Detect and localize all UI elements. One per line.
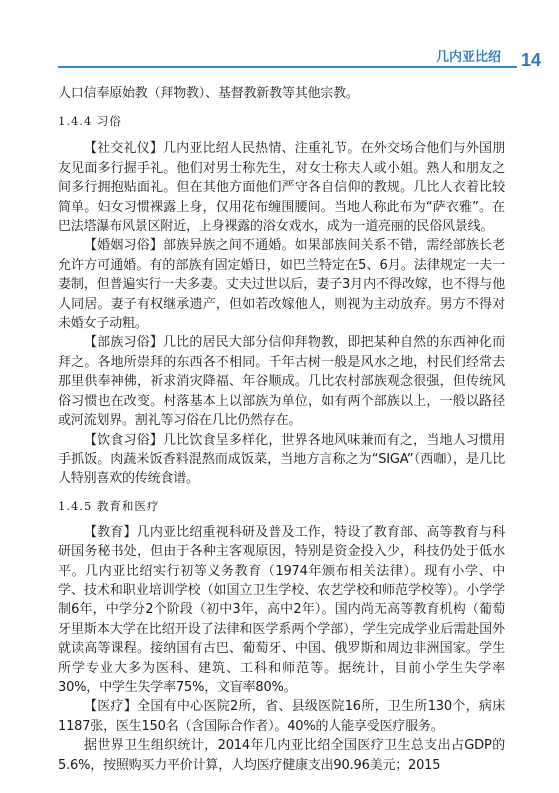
paragraph-tribal-customs: 【部族习俗】几比的居民大部分信仰拜物教，即把某种自然的东西神化而拜之。各地所崇拜的东西各不相同。千年古树一般是风水之地，村民们经常去那里供奉神佛，祈求消灾降福、年谷顺成。几比农村部族观念很强，但传统风俗习惯也在改变。村落基本上以部族为单位，如有两个部族以上，一般以路径或河流划界。割礼等习俗在几比仍然存在。 (58, 335, 505, 429)
paragraph-food-customs: 【饮食习俗】几比饮食呈多样化，世界各地风味兼而有之，当地人习惯用手抓饭。肉蔬米饭香料混熬而成饭菜，当地方言称之为“SIGA”（西咖），是几比人特别喜欢的传统食谱。 (58, 432, 505, 487)
page-header (0, 38, 559, 78)
header-rule (58, 66, 517, 68)
paragraph-who-stats: 据世界卫生组织统计，2014年几内亚比绍全国医疗卫生总支出占GDP的5.6%，按照购买力平价计算，人均医疗健康支出90.96美元；2015 (58, 738, 505, 773)
section-heading-education: 1.4.5 教育和医疗 (58, 498, 160, 513)
page-number: 14 (520, 50, 541, 70)
section-heading-customs: 1.4.4 习俗 (58, 114, 122, 129)
paragraph-marriage-customs: 【婚姻习俗】部族异族之间不通婚。如果部族间关系不错，需经部族长老允许方可通婚。有的部族有固定婚日，如巴兰特定在5、6月。法律规定一夫一妻制，但普遍实行一夫多妻。丈夫过世以后，妻子3月内不得改嫁，也不得与他人同居。妻子有权继承遗产，但如若改嫁他人，则视为主动放弃。男方不得对未婚女子动粗。 (58, 238, 505, 332)
paragraph-social-etiquette: 【社交礼仪】几内亚比绍人民热情、注重礼节。在外交场合他们与外国朋友见面多行握手礼。他们对男士称先生，对女士称夫人或小姐。熟人和朋友之间多行拥抱贴面礼。但在其他方面他们严守各自信仰的教规。几比人衣着比较简单。妇女习惯裸露上身，仅用花布缠围腰间。当地人称此布为“萨衣雅”。在巴法塔瀑布风景区附近，上身裸露的浴女戏水，成为一道亮丽的民俗风景线。 (58, 141, 505, 235)
intro-paragraph: 人口信奉原始教（拜物教）、基督教新教等其他宗教。 (58, 86, 359, 101)
page-body (58, 84, 505, 775)
paragraph-medical: 【医疗】全国有中心医院2所，省、县级医院16所，卫生所130个，病床1187张，医生150名（含国际合作者）。40%的人能享受医疗服务。 (58, 699, 505, 734)
paragraph-education: 【教育】几内亚比绍重视科研及普及工作，特设了教育部、高等教育与科研国务秘书处，但由于各种主客观原因，特别是资金投入少，科技仍处于低水平。几内亚比绍实行初等义务教育（1974年颁布相关法律）。现有小学、中学、技术和职业培训学校（如国立卫生学校、农艺学校和师范学校等）。小学学制6年，中学分2个阶段（初中3年，高中2年）。国内尚无高等教育机构（葡萄牙里斯本大学在比绍开设了法律和医学系两个学部），学生完成学业后需赴国外就读高等课程。接纳国有古巴、葡萄牙、中国、俄罗斯和周边非洲国家。学生所学专业大多为医科、建筑、工科和师范等。据统计，目前小学生失学率30%，中学生失学率75%，文盲率80%。 (58, 524, 505, 695)
running-title: 几内亚比绍 (435, 50, 501, 65)
